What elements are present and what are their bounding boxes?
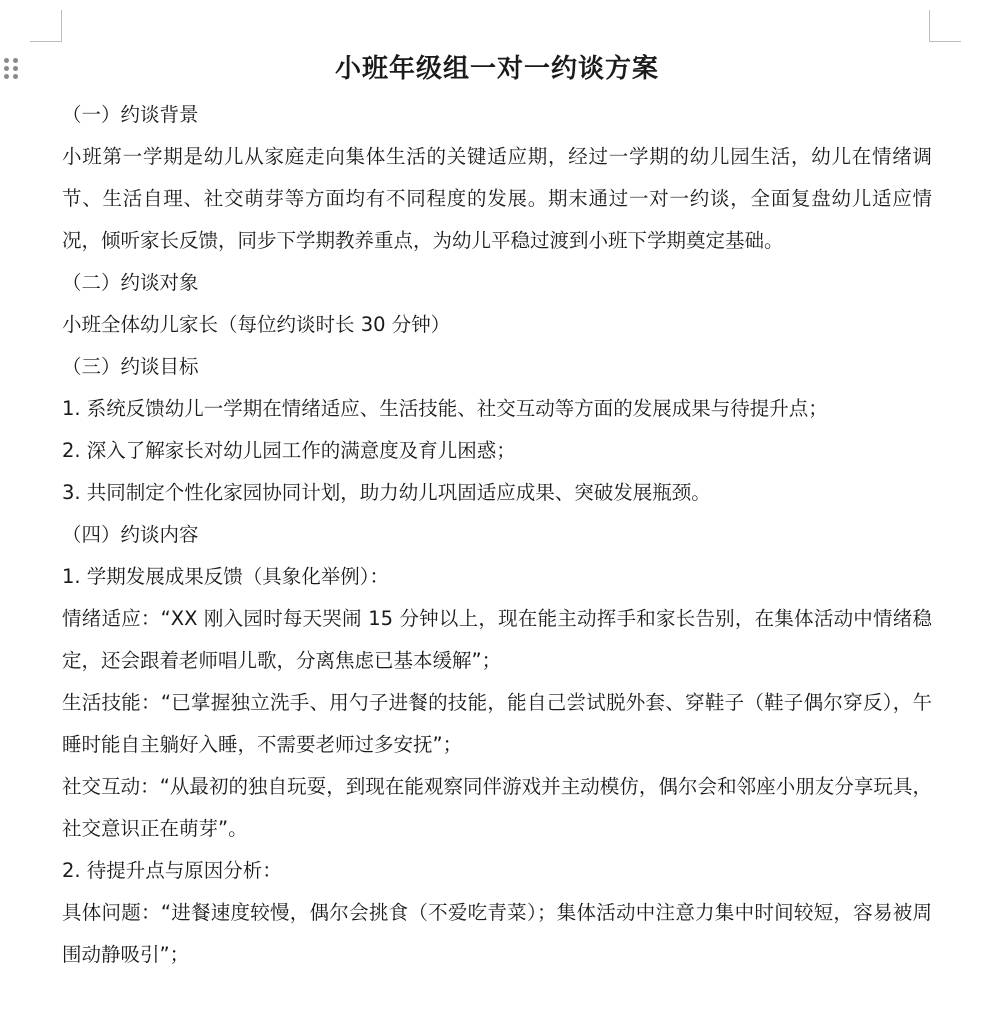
section-heading-goals: （三）约谈目标 xyxy=(62,355,199,378)
section-heading-content: （四）约谈内容 xyxy=(62,523,199,546)
content-specific-problems: 具体问题：“进餐速度较慢，偶尔会挑食（不爱吃青菜）；集体活动中注意力集中时间较短，容易被周围动静吸引”； xyxy=(62,901,932,966)
crop-mark-top-left-vertical xyxy=(61,10,62,42)
content-life-skills: 生活技能：“已掌握独立洗手、用勺子进餐的技能，能自己尝试脱外套、穿鞋子（鞋子偶尔穿反），午睡时能自主躺好入睡，不需要老师过多安抚”； xyxy=(62,691,932,756)
content-social-interaction: 社交互动：“从最初的独自玩耍，到现在能观察同伴游戏并主动模仿，偶尔会和邻座小朋友分享玩具，社交意识正在萌芽”。 xyxy=(62,775,932,840)
document-body[interactable] xyxy=(62,44,932,976)
content-item-2: 2. 待提升点与原因分析： xyxy=(62,859,282,882)
crop-mark-top-right-horizontal xyxy=(929,41,961,42)
crop-mark-top-right-vertical xyxy=(929,10,930,42)
section-heading-background: （一）约谈背景 xyxy=(62,103,199,126)
content-emotional-adaptation: 情绪适应：“XX 刚入园时每天哭闹 15 分钟以上，现在能主动挥手和家长告别，在集体活动中情绪稳定，还会跟着老师唱儿歌，分离焦虑已基本缓解”； xyxy=(62,607,932,672)
paragraph-background: 小班第一学期是幼儿从家庭走向集体生活的关键适应期，经过一学期的幼儿园生活，幼儿在情绪调节、生活自理、社交萌芽等方面均有不同程度的发展。期末通过一对一约谈，全面复盘幼儿适应情况，倾听家长反馈，同步下学期教养重点，为幼儿平稳过渡到小班下学期奠定基础。 xyxy=(62,145,932,252)
crop-mark-top-left-horizontal xyxy=(30,41,62,42)
document-title: 小班年级组一对一约谈方案 xyxy=(334,54,659,84)
block-drag-handle-icon[interactable] xyxy=(4,58,18,80)
content-item-1: 1. 学期发展成果反馈（具象化举例）： xyxy=(62,565,390,588)
goal-item-3: 3. 共同制定个性化家园协同计划，助力幼儿巩固适应成果、突破发展瓶颈。 xyxy=(62,481,711,504)
goal-item-2: 2. 深入了解家长对幼儿园工作的满意度及育儿困惑； xyxy=(62,439,516,462)
paragraph-audience: 小班全体幼儿家长（每位约谈时长 30 分钟） xyxy=(62,313,451,336)
section-heading-audience: （二）约谈对象 xyxy=(62,271,199,294)
goal-item-1: 1. 系统反馈幼儿一学期在情绪适应、生活技能、社交互动等方面的发展成果与待提升点； xyxy=(62,397,828,420)
